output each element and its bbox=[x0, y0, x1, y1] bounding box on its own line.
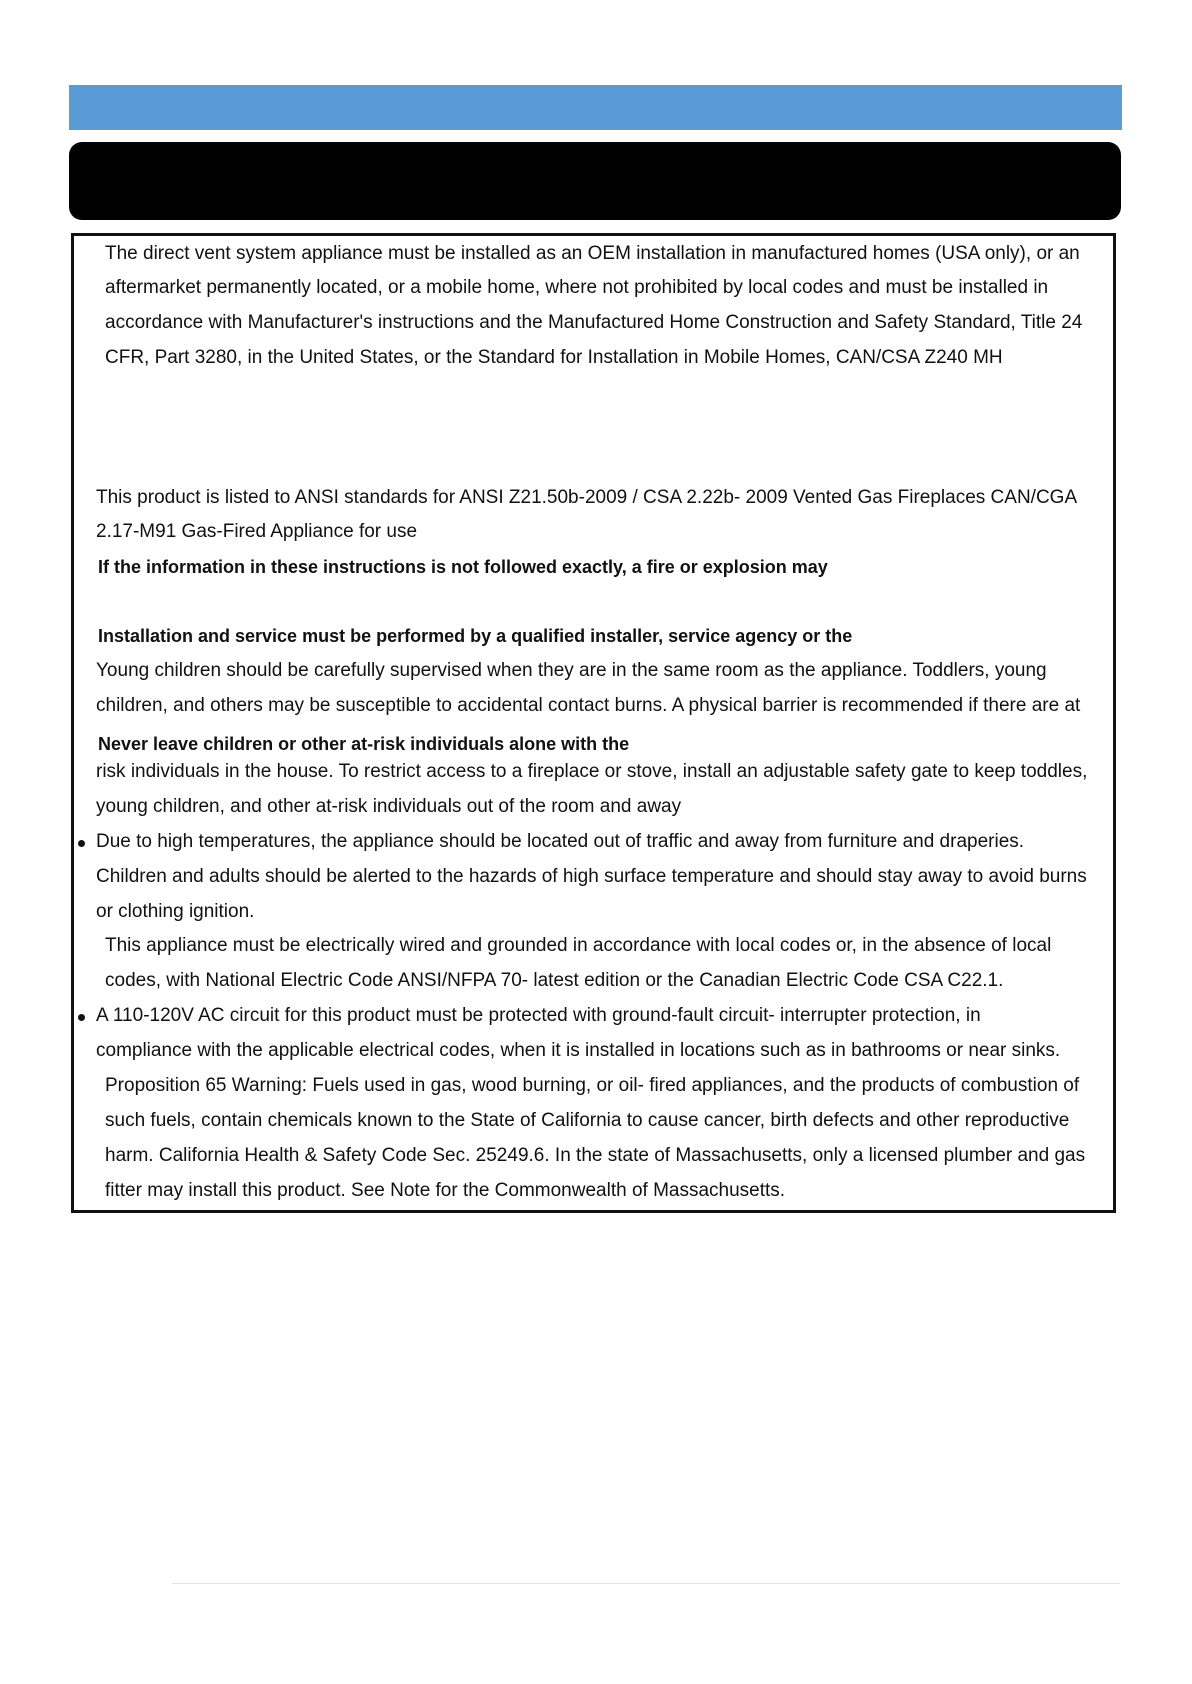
text-line: This appliance must be electrically wired and grounded in accordance with local codes or, in the absence of local bbox=[105, 935, 1052, 956]
bullet-icon bbox=[78, 840, 85, 847]
text-line: This product is listed to ANSI standards for ANSI Z21.50b-2009 / CSA 2.22b- 2009 Vented Gas Fireplaces CAN/CGA bbox=[96, 487, 1078, 508]
text-line: young children, and other at-risk individuals out of the room and away bbox=[96, 796, 682, 817]
text-line: compliance with the applicable electrical codes, when it is installed in locations such as in bathrooms or near sinks. bbox=[96, 1040, 1061, 1061]
text-line: accordance with Manufacturer's instructions and the Manufactured Home Construction and Safety Standard, Title 24 bbox=[105, 312, 1083, 333]
text-line: A 110-120V AC circuit for this product must be protected with ground-fault circuit- interrupter protection, in bbox=[96, 1005, 981, 1026]
bold-warning-line: Never leave children or other at-risk individuals alone with the bbox=[98, 734, 630, 754]
text-line: fitter may install this product. See Note for the Commonwealth of Massachusetts. bbox=[105, 1180, 786, 1201]
bold-warning-line: If the information in these instructions is not followed exactly, a fire or explosion may bbox=[98, 557, 828, 577]
text-line: Proposition 65 Warning: Fuels used in gas, wood burning, or oil- fired appliances, and the products of combustion of bbox=[105, 1075, 1080, 1096]
text-line: CFR, Part 3280, in the United States, or the Standard for Installation in Mobile Homes, CAN/CSA Z240 MH bbox=[105, 347, 1003, 368]
bullet-icon bbox=[78, 1014, 85, 1021]
header-accent-bar bbox=[69, 85, 1122, 130]
text-line: Children and adults should be alerted to the hazards of high surface temperature and should stay away to avoid burns bbox=[96, 866, 1087, 887]
text-line: Young children should be carefully supervised when they are in the same room as the appliance. Toddlers, young bbox=[96, 660, 1047, 681]
text-line: such fuels, contain chemicals known to the State of California to cause cancer, birth defects and other reproductive bbox=[105, 1110, 1070, 1131]
text-line: harm. California Health & Safety Code Sec. 25249.6. In the state of Massachusetts, only a licensed plumber and gas bbox=[105, 1145, 1086, 1166]
text-line: risk individuals in the house. To restrict access to a fireplace or stove, install an adjustable safety gate to keep toddles, bbox=[96, 761, 1088, 782]
bold-warning-line: Installation and service must be performed by a qualified installer, service agency or the bbox=[98, 626, 853, 646]
text-line: The direct vent system appliance must be installed as an OEM installation in manufactured homes (USA only), or an bbox=[105, 243, 1080, 264]
section-title-bar bbox=[69, 142, 1121, 220]
text-line: or clothing ignition. bbox=[96, 901, 255, 922]
text-line: aftermarket permanently located, or a mobile home, where not prohibited by local codes and must be installed in bbox=[105, 277, 1049, 298]
text-line: Due to high temperatures, the appliance should be located out of traffic and away from furniture and draperies. bbox=[96, 831, 1025, 852]
text-line: 2.17-M91 Gas-Fired Appliance for use bbox=[96, 521, 418, 542]
warning-content-box bbox=[71, 233, 1116, 1213]
footer-divider bbox=[172, 1583, 1120, 1584]
text-line: codes, with National Electric Code ANSI/NFPA 70- latest edition or the Canadian Electric Code CSA C22.1. bbox=[105, 970, 1004, 991]
text-line: children, and others may be susceptible to accidental contact burns. A physical barrier is recommended if there are at bbox=[96, 695, 1081, 716]
